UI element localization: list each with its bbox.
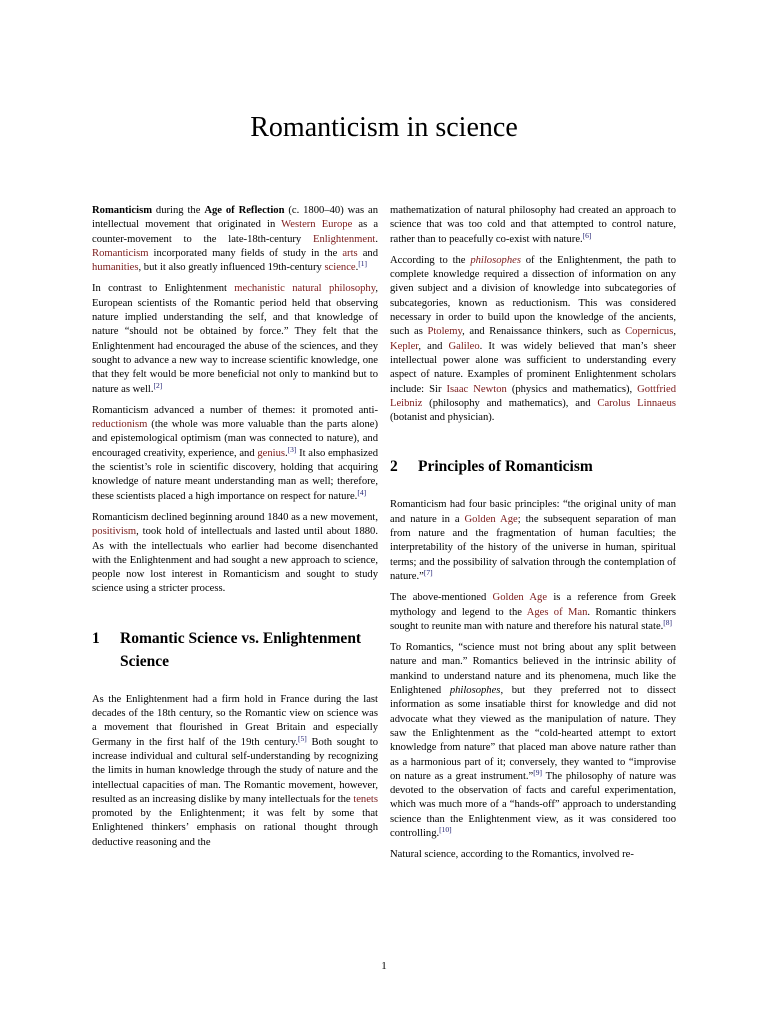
left-column xyxy=(92,204,378,857)
citation-ref[interactable]: [3] xyxy=(287,444,297,454)
citation-ref[interactable]: [8] xyxy=(663,617,673,627)
link-isaac-newton[interactable]: Isaac Newton xyxy=(446,383,507,395)
section-heading-1 xyxy=(92,627,378,673)
link-kepler[interactable]: Kepler xyxy=(390,340,419,352)
link-philosophes[interactable]: philosophes xyxy=(470,254,521,266)
link-galileo[interactable]: Galileo xyxy=(448,340,480,352)
paragraph: According to the philosophes of the Enlightenment, the path to complete knowledge required a dissection of information on any given subject and a division of knowledge into subcategories of subcategories, known as reductionism. This was considered necessary in order to build upon the knowledge of the ancients, such as Ptolemy, and Renaissance thinkers, such as Copernicus, Kepler, and Galileo. It was widely believed that man’s sheer intellectual power alone was sufficient to understanding every aspect of nature. Examples of prominent Enlightenment scholars include: Sir Isaac Newton (physics and mathematics), Gottfried Leibniz (philosophy and mathematics), and Carolus Linnaeus (botanist and physician). xyxy=(390,254,677,424)
citation-ref[interactable]: [4] xyxy=(357,487,367,497)
citation-ref[interactable]: [5] xyxy=(298,733,307,743)
link-romanticism[interactable]: Romanticism xyxy=(92,247,149,259)
citation-ref[interactable]: [6] xyxy=(582,230,592,240)
paragraph: Romanticism declined beginning around 1840 as a new movement, positivism, took hold of intellectuals and lasted until about 1880. As with the intellectuals who earlier had become disenchanted with the Enlightenment and had sought a new approach to science, people now lost interest in Romanticism and sought to study science using a stricter process. xyxy=(92,511,378,595)
link-carolus-linnaeus[interactable]: Carolus Linnaeus xyxy=(597,397,676,409)
section-title: Romantic Science vs. Enlightenment Science xyxy=(120,629,362,670)
paragraph: The above-mentioned Golden Age is a reference from Greek mythology and legend to the Ages of Man. Romantic thinkers sought to reunite man with nature and therefore his natural state.[8] xyxy=(390,592,677,632)
link-mechanistic-natural-philosophy[interactable]: mechanistic natural philosophy xyxy=(234,283,376,295)
link-humanities[interactable]: humanities xyxy=(92,262,139,274)
paragraph: Romanticism advanced a number of themes: it promoted anti-reductionism (the whole was more valuable than the parts alone) and epistemological optimism (man was connected to nature), and encouraged creativity, experience, and genius.[3] It also emphasized the scientist’s role in scientific discovery, holding that acquiring knowledge of nature meant understanding man as well; therefore, these scientists placed a high importance on respect for nature.[4] xyxy=(92,404,378,502)
paragraph: Romanticism had four basic principles: “the original unity of man and nature in a Golden Age; the subsequent separation of man from nature and the fragmentation of human faculties; the interpretability of the history of the universe in human, spiritual terms; and the possibility of salvation through the contemplation of nature.”[7] xyxy=(390,499,676,582)
citation-ref[interactable]: [9] xyxy=(533,767,543,777)
link-genius[interactable]: genius xyxy=(257,447,285,459)
link-ages-of-man[interactable]: Ages of Man xyxy=(526,606,588,618)
link-arts[interactable]: arts xyxy=(342,247,358,259)
paragraph: Natural science, according to the Romantics, involved re- xyxy=(390,849,634,861)
citation-ref[interactable]: [1] xyxy=(358,259,368,269)
link-golden-age[interactable]: Golden Age xyxy=(492,592,548,604)
section-heading-2 xyxy=(390,455,676,478)
link-enlightenment[interactable]: Enlightenment xyxy=(312,233,376,245)
citation-ref[interactable]: [2] xyxy=(153,380,163,390)
section-title: Principles of Romanticism xyxy=(418,458,593,476)
link-copernicus[interactable]: Copernicus xyxy=(625,326,674,338)
link-western-europe[interactable]: Western Europe xyxy=(281,219,353,231)
link-reductionism[interactable]: reductionism xyxy=(92,419,148,431)
page-title: Romanticism in science xyxy=(250,112,518,143)
paragraph: mathematization of natural philosophy had created an approach to science that was too cold and that attempted to control nature, rather than to peacefully co-exist with nature.[6] xyxy=(390,205,676,245)
link-positivism[interactable]: positivism xyxy=(92,526,137,538)
link-golden-age[interactable]: Golden Age xyxy=(464,513,518,525)
section-number: 2 xyxy=(390,458,398,476)
link-ptolemy[interactable]: Ptolemy xyxy=(427,326,463,338)
paragraph: To Romantics, “science must not bring about any split between nature and man.” Romantics believed in the intrinsic ability of mankind to understand nature and its phenomena, much like the Enlightened philosophes, but they preferred not to dissect information as some insatiable thirst for knowledge and did not advocate what they viewed as the manipulation of nature. They saw the Enlightenment as the “cold-hearted attempt to extort knowledge from nature” that placed man above nature rather than as a harmonious part of it; conversely, they wanted to “improvise on nature as a great instrument.”[9] The philosophy of nature was devoted to the observation of facts and careful experimentation, which was much more of a “hands-off” approach to understanding science than the Enlightenment view, as it was considered too controlling.[10] xyxy=(390,642,676,839)
italic-term: philosophes xyxy=(449,685,501,697)
bold-term: Age of Reflection xyxy=(204,205,285,216)
bold-term: Romanticism xyxy=(92,205,153,216)
link-gottfried-leibniz[interactable]: Gottfried Leibniz xyxy=(390,383,676,409)
right-column xyxy=(390,204,676,870)
citation-ref[interactable]: [7] xyxy=(423,567,433,577)
page-number: 1 xyxy=(381,960,387,972)
link-science[interactable]: science xyxy=(324,262,356,274)
paragraph: Romanticism during the Age of Reflection (c. 1800–40) was an intellectual movement that originated in Western Europe as a counter-movement to the late-18th-century Enlightenment. Romanticism incorporated many fields of study in the arts and humanities, but it also greatly influenced 19th-century science.[1] xyxy=(92,205,379,274)
link-tenets[interactable]: tenets xyxy=(353,793,378,805)
paragraph: In contrast to Enlightenment mechanistic natural philosophy, European scientists of the Romantic period held that observing nature implied understanding the self, and that knowledge of nature “should not be obtained by force.” They felt that the Enlightenment had encouraged the abuse of the sciences, and they sought to advance a new way to increase scientific knowledge, one that they felt would be more beneficial not only to mankind but to nature as well.[2] xyxy=(92,283,378,395)
citation-ref[interactable]: [10] xyxy=(439,824,452,834)
paragraph: As the Enlightenment had a firm hold in France during the last decades of the 18th century, so the Romantic view on science was a movement that flourished in Great Britain and especially Germany in the first half of the 19th century.[5] Both sought to increase individual and cultural self-understanding by recognizing the limits in human knowledge through the study of nature and the intellectual capacities of man. The Romantic movement, however, resulted as an increasing dislike by many intellectuals for the tenets promoted by the Enlightenment; it was felt by some that Enlightened thinkers’ emphasis on rational thought through deductive reasoning and the xyxy=(92,693,378,848)
section-number: 1 xyxy=(92,629,100,647)
